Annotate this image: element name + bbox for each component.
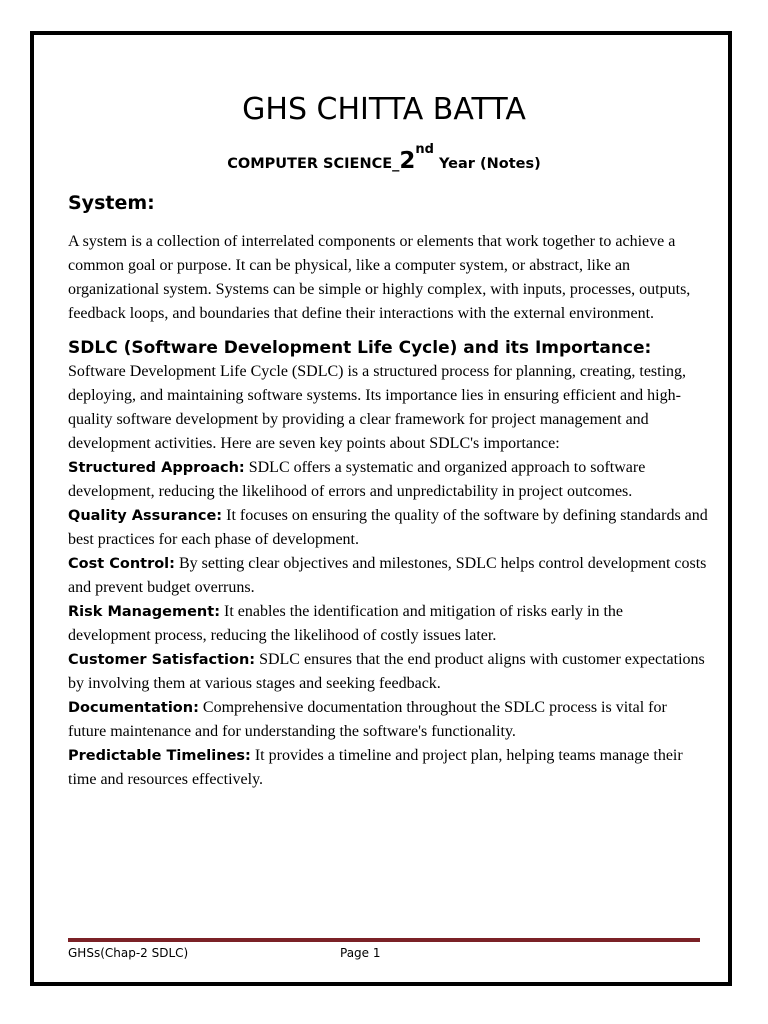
point-label: Customer Satisfaction: bbox=[68, 652, 256, 668]
point-text: SDLC ensures that the end product aligns with customer expectations by involving them at various stages and seeking feedback. bbox=[68, 651, 705, 692]
point-label: Documentation: bbox=[68, 700, 199, 716]
point-label: Quality Assurance: bbox=[68, 508, 223, 524]
point-text: By setting clear objectives and milestones, SDLC helps control development costs and prevent budget overruns. bbox=[68, 555, 707, 596]
point-customer-satisfaction bbox=[68, 648, 708, 696]
subject-label: COMPUTER SCIENCE_ bbox=[227, 156, 400, 172]
sdlc-heading: SDLC (Software Development Life Cycle) and its Importance: bbox=[68, 338, 652, 358]
point-label: Predictable Timelines: bbox=[68, 748, 251, 764]
page-title: GHS CHITTA BATTA bbox=[242, 92, 526, 127]
year-number: 2 bbox=[399, 148, 416, 174]
point-risk-management bbox=[68, 600, 708, 648]
point-label: Structured Approach: bbox=[68, 460, 245, 476]
system-paragraph: A system is a collection of interrelated components or elements that work together to achieve a common goal or purpose. It can be physical, like a computer system, or abstract, like an organizational system. Systems can be simple or highly complex, with inputs, processes, outputs, feedback loops, and boundaries that define their interactions with the external environment. bbox=[68, 233, 691, 322]
point-predictable-timelines bbox=[68, 744, 708, 792]
year-suffix: nd bbox=[415, 142, 434, 157]
footer-page-number: Page 1 bbox=[340, 946, 381, 960]
sdlc-paragraph: Software Development Life Cycle (SDLC) is a structured process for planning, creating, testing, deploying, and maintaining software systems. Its importance lies in ensuring efficient and high-quality software development by providing a clear framework for project management and development activities. Here are seven key points about SDLC's importance: bbox=[68, 363, 687, 452]
point-text: It provides a timeline and project plan, helping teams manage their time and resources effectively. bbox=[68, 747, 683, 788]
point-text: Comprehensive documentation throughout the SDLC process is vital for future maintenance and for understanding the software's functionality. bbox=[68, 699, 667, 740]
point-quality-assurance bbox=[68, 504, 708, 552]
page-subtitle bbox=[0, 142, 768, 179]
point-text: It enables the identification and mitigation of risks early in the development process, reducing the likelihood of costly issues later. bbox=[68, 603, 623, 644]
point-cost-control bbox=[68, 552, 708, 600]
system-heading: System: bbox=[68, 192, 155, 214]
document-body bbox=[68, 190, 708, 792]
point-documentation bbox=[68, 696, 708, 744]
point-label: Cost Control: bbox=[68, 556, 175, 572]
year-label: Year (Notes) bbox=[433, 156, 541, 172]
point-text: SDLC offers a systematic and organized approach to software development, reducing the likelihood of errors and unpredictability in project outcomes. bbox=[68, 459, 646, 500]
point-text: It focuses on ensuring the quality of the software by defining standards and best practices for each phase of development. bbox=[68, 507, 708, 548]
point-structured-approach bbox=[68, 456, 708, 504]
footer-rule bbox=[68, 938, 700, 942]
point-label: Risk Management: bbox=[68, 604, 220, 620]
footer-chapter: GHSs(Chap-2 SDLC) bbox=[68, 946, 189, 960]
